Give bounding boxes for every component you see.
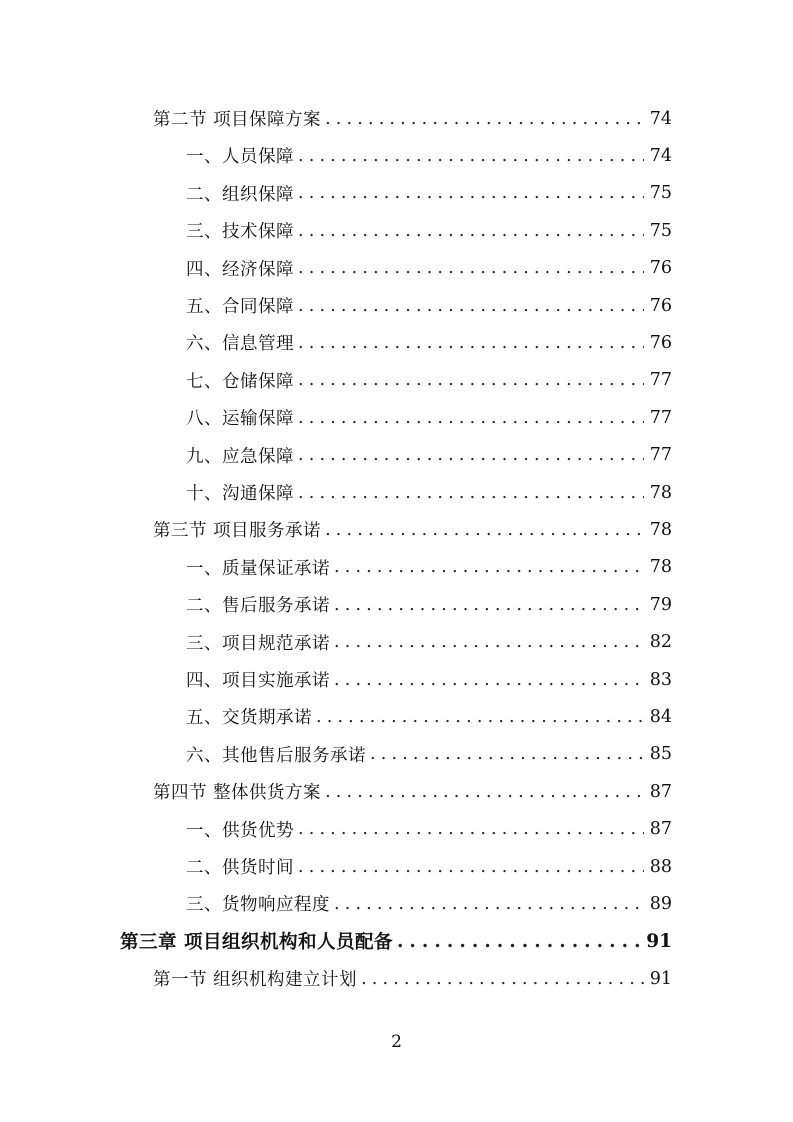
toc-entry-label: 二、组织保障 (186, 184, 294, 205)
toc-entry-page: 77 (649, 370, 672, 391)
toc-entry-page: 78 (649, 557, 672, 578)
toc-entry-page: 91 (646, 930, 672, 952)
dot-leader (325, 782, 644, 802)
toc-entry-chapter[interactable] (120, 923, 672, 960)
toc-entry-label: 三、项目规范承诺 (186, 633, 330, 654)
toc-entry[interactable] (186, 549, 672, 586)
toc-entry-label: 四、项目实施承诺 (186, 671, 330, 691)
toc-entry[interactable] (186, 324, 672, 361)
toc-entry-page: 75 (649, 220, 672, 241)
toc-entry-label: 三、货物响应程度 (186, 895, 330, 916)
dot-leader (325, 520, 644, 540)
toc-entry[interactable] (186, 848, 672, 885)
toc-entry[interactable] (186, 137, 672, 174)
toc-entry[interactable] (153, 100, 672, 137)
toc-entry-page: 88 (649, 856, 672, 877)
toc-entry-label: 三、技术保障 (186, 222, 294, 243)
dot-leader (334, 670, 644, 690)
toc-entry-label: 第四节 整体供货方案 (153, 783, 322, 804)
toc-entry[interactable] (153, 511, 672, 548)
dot-leader (325, 109, 644, 129)
toc-entry-label: 六、信息管理 (186, 334, 294, 355)
toc-entry-label: 二、供货时间 (186, 858, 294, 878)
toc-entry[interactable] (186, 885, 672, 922)
toc-entry-page: 74 (649, 145, 672, 166)
toc-entry[interactable] (186, 811, 672, 848)
toc-entry-label: 七、仓储保障 (186, 371, 294, 392)
toc-entry-label: 第一节 组织机构建立计划 (153, 970, 358, 991)
dot-leader (298, 146, 644, 166)
toc-entry-label: 二、售后服务承诺 (186, 596, 330, 617)
toc-entry-label: 十、沟通保障 (186, 484, 294, 504)
dot-leader (298, 370, 644, 390)
toc-entry[interactable] (186, 661, 672, 698)
toc-entry-page: 84 (649, 706, 672, 727)
toc-entry-label: 第三节 项目服务承诺 (153, 521, 322, 542)
dot-leader (334, 557, 644, 577)
toc-entry-label: 第三章 项目组织机构和人员配备 (120, 932, 393, 954)
toc-entry[interactable] (186, 624, 672, 661)
toc-entry-page: 76 (649, 332, 672, 353)
toc-entry[interactable] (186, 212, 672, 249)
dot-leader (298, 296, 644, 316)
toc-entry-page: 78 (649, 519, 672, 540)
dot-leader (316, 707, 644, 727)
toc-entry-page: 76 (649, 258, 672, 279)
toc-entry[interactable] (186, 474, 672, 511)
dot-leader (298, 445, 644, 465)
toc-entry[interactable] (186, 399, 672, 436)
toc-entry-page: 77 (649, 445, 672, 466)
toc-entry-page: 89 (649, 893, 672, 914)
toc-entry-page: 91 (649, 968, 672, 989)
dot-leader (298, 483, 644, 503)
toc-entry-label: 第二节 项目保障方案 (153, 110, 322, 130)
toc-entry-page: 78 (649, 482, 672, 503)
toc-entry-page: 76 (649, 295, 672, 316)
page-number: 2 (391, 1032, 402, 1052)
toc-entry[interactable] (186, 362, 672, 399)
toc-entry[interactable] (186, 437, 672, 474)
dot-leader (334, 595, 644, 615)
toc-entry-page: 75 (649, 183, 672, 204)
toc-entry[interactable] (186, 698, 672, 735)
dot-leader (298, 408, 644, 428)
toc-entry-page: 79 (649, 594, 672, 615)
toc-entry-label: 四、经济保障 (186, 259, 294, 280)
dot-leader (298, 857, 644, 877)
toc-entry-label: 五、合同保障 (186, 297, 294, 317)
toc-entry[interactable] (186, 586, 672, 623)
dot-leader (370, 744, 644, 764)
toc-entry-page: 87 (649, 781, 672, 802)
toc-entry[interactable] (153, 773, 672, 810)
dot-leader (361, 969, 644, 989)
toc-entry-label: 一、人员保障 (186, 147, 294, 168)
toc-entry[interactable] (186, 287, 672, 324)
dot-leader (298, 183, 644, 203)
dot-leader (298, 258, 644, 278)
toc-entry[interactable] (186, 736, 672, 773)
toc-entry-page: 85 (649, 744, 672, 765)
toc-entry[interactable] (153, 960, 672, 997)
toc-entry-label: 一、质量保证承诺 (186, 558, 330, 579)
toc-entry-page: 83 (649, 669, 672, 690)
dot-leader (298, 333, 644, 353)
dot-leader (397, 931, 642, 952)
dot-leader (334, 894, 644, 914)
toc-entry-page: 87 (649, 819, 672, 840)
toc-entry-label: 六、其他售后服务承诺 (186, 745, 366, 766)
toc-entry-label: 九、应急保障 (186, 446, 294, 467)
toc-entry-label: 五、交货期承诺 (186, 708, 312, 729)
toc-entry-page: 82 (649, 632, 672, 653)
toc-entry-page: 77 (649, 407, 672, 428)
toc-entry-label: 八、运输保障 (186, 409, 294, 430)
toc-entry-page: 74 (649, 108, 672, 129)
dot-leader (334, 632, 644, 652)
toc-entry-label: 一、供货优势 (186, 820, 294, 841)
dot-leader (298, 819, 644, 839)
toc-entry[interactable] (186, 175, 672, 212)
toc-entry[interactable] (186, 250, 672, 287)
dot-leader (298, 221, 644, 241)
